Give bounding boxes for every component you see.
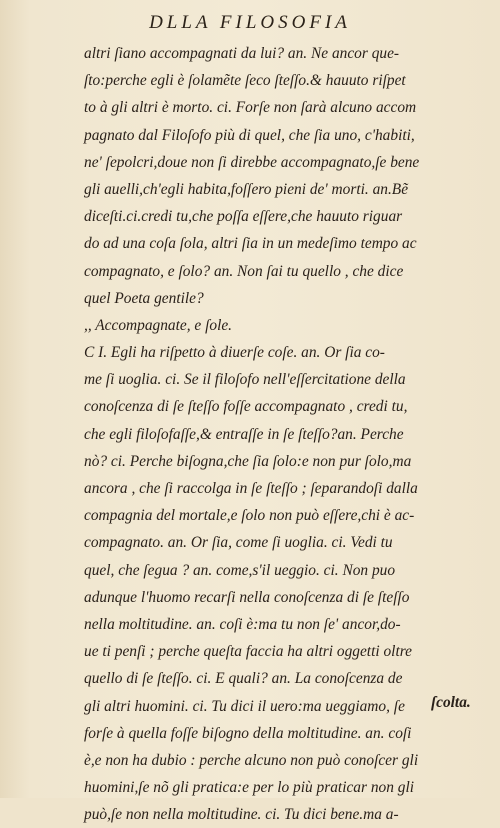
text-line: huomini,ſe nõ gli pratica:e per lo più praticar non gli <box>84 779 415 797</box>
text-line: C I. Egli ha riſpetto à diuerſe coſe. an. Or ſia co- <box>84 344 385 362</box>
text-line: do ad una coſa ſola, altri ſia in un medeſimo tempo ac <box>84 235 417 253</box>
text-line: adunque l'huomo recarſi nella conoſcenza di ſe ſteſſo <box>84 588 410 606</box>
text-line: ,, Accompagnate, e ſole. <box>84 316 233 334</box>
text-line: ſto:perche egli è ſolamẽte ſeco ſteſſo.& hauuto riſpet <box>84 72 406 90</box>
text-line: to à gli altri è morto. ci. Forſe non ſarà alcuno accom <box>84 99 417 117</box>
text-line: ue ti penſi ; perche queſta faccia ha altri oggetti oltre <box>84 643 412 661</box>
text-line: quel, che ſegua ? an. come,s'il ueggio. ci. Non puo <box>84 561 396 579</box>
body-text <box>84 40 472 828</box>
text-line: quello di ſe ſteſſo. ci. E quali? an. La conoſcenza de <box>84 670 403 688</box>
text-line: pagnato dal Filoſofo più di quel, che ſia uno, c'habiti, <box>84 126 415 144</box>
text-line: può,ſe non nella moltitudine. ci. Tu dici bene.ma a- <box>84 806 399 824</box>
text-line: ne' ſepolcri,doue non ſi direbbe accompagnato,ſe bene <box>84 153 420 171</box>
text-line: che egli filoſofaſſe,& entraſſe in ſe ſteſſo?an. Perche <box>84 425 404 443</box>
text-line: nò? ci. Perche biſogna,che ſia ſolo:e non pur ſolo,ma <box>84 452 412 470</box>
text-line: gli auelli,ch'egli habita,foſſero pieni de' morti. an.Bẽ <box>84 180 409 198</box>
running-title: DLLA FILOSOFIA <box>149 12 351 33</box>
text-line: compagnato, e ſolo? an. Non ſai tu quello , che dice <box>84 262 404 280</box>
text-line: nella moltitudine. an. coſi è:ma tu non ſe' ancor,do- <box>84 615 401 633</box>
catchword: ſcolta. <box>431 694 471 711</box>
text-line: altri ſiano accompagnati da lui? an. Ne ancor que- <box>84 45 400 62</box>
text-line: compagnato. an. Or ſia, come ſi uoglia. ci. Vedi tu <box>84 534 393 552</box>
text-line: quel Poeta gentile? <box>84 289 204 307</box>
text-line: conoſcenza di ſe ſteſſo foſſe accompagnato , credi tu, <box>84 398 408 416</box>
text-line: forſe à quella foſſe biſogno della moltitudine. an. coſi <box>84 724 412 742</box>
text-line: gli altri huomini. ci. Tu dici il uero:ma ueggiamo, ſe <box>84 697 405 715</box>
text-line: compagnia del mortale,e ſolo non può eſſere,chi è ac- <box>84 507 415 525</box>
text-line: è,e non ha dubio : perche alcuno non può conoſcer gli <box>84 751 419 769</box>
text-line: me ſi uoglia. ci. Se il filoſofo nell'eſſercitatione della <box>84 371 406 389</box>
text-line: ancora , che ſi raccolga in ſe ſteſſo ; ſeparandoſi dalla <box>84 480 418 497</box>
text-line: diceſti.ci.credi tu,che poſſa eſſere,che hauuto riguar <box>84 208 403 226</box>
